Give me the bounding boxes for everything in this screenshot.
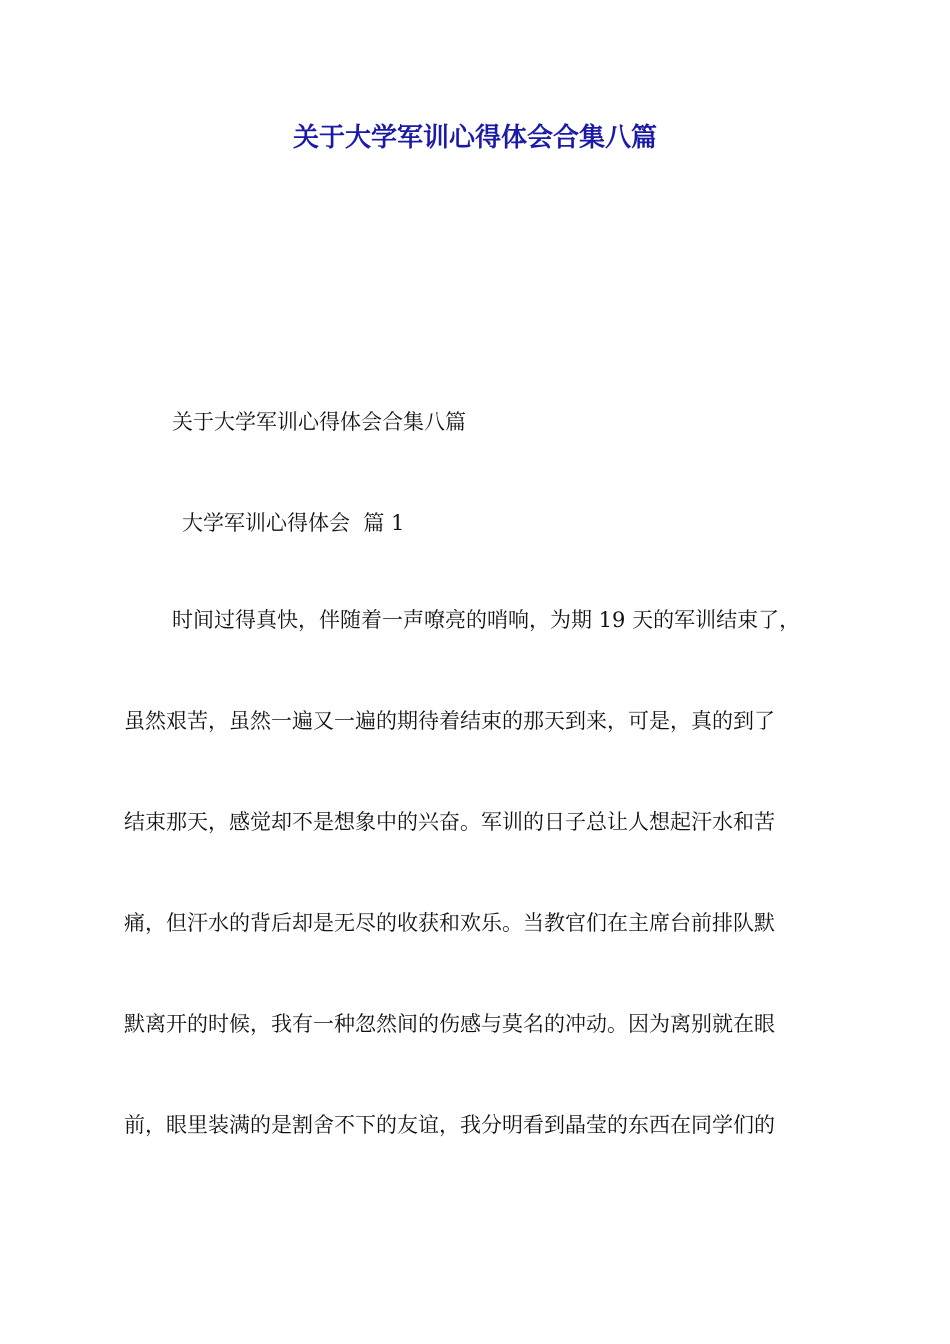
section-heading: 大学军训心得体会 篇 1: [182, 511, 405, 535]
body-line: 虽然艰苦，虽然一遍又一遍的期待着结束的那天到来，可是，真的到了: [124, 709, 775, 733]
body-line: 时间过得真快，伴随着一声嘹亮的哨响，为期 19 天的军训结束了，: [172, 608, 801, 632]
document-title: 关于大学军训心得体会合集八篇: [292, 123, 657, 153]
document-subtitle: 关于大学军训心得体会合集八篇: [172, 410, 466, 434]
body-line: 前，眼里装满的是割舍不下的友谊，我分明看到晶莹的东西在同学们的: [124, 1113, 775, 1137]
body-line: 默离开的时候，我有一种忽然间的伤感与莫名的冲动。因为离别就在眼: [124, 1012, 775, 1036]
body-paragraph: [124, 602, 844, 1208]
body-line: 结束那天，感觉却不是想象中的兴奋。军训的日子总让人想起汗水和苦: [124, 810, 775, 834]
body-line: 痛，但汗水的背后却是无尽的收获和欢乐。当教官们在主席台前排队默: [124, 911, 775, 935]
